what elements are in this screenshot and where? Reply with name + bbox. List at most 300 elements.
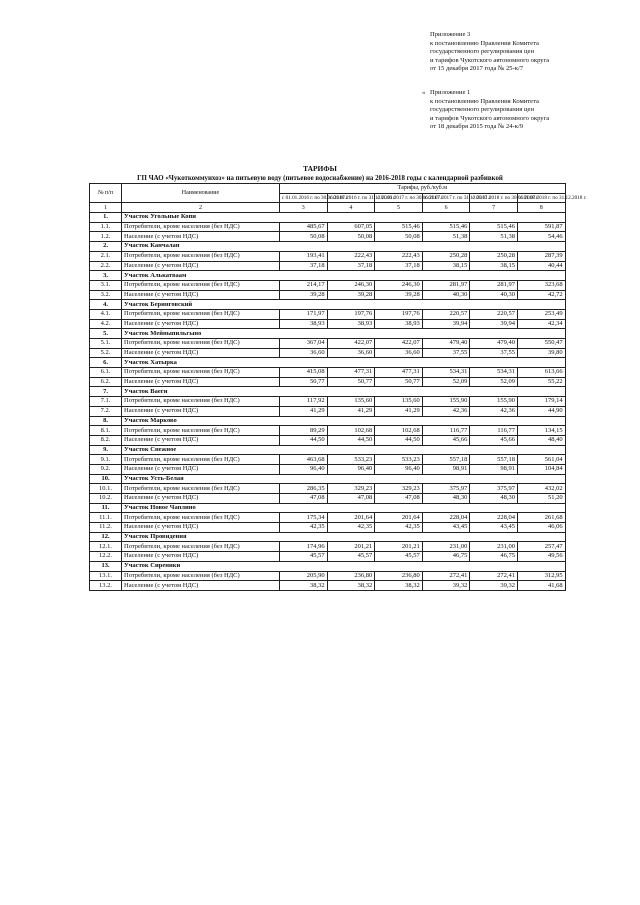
tariff-value: 39,28: [375, 290, 423, 300]
section-name: Участок Усть-Белая: [122, 474, 566, 484]
row-name: Население (с учетом НДС): [122, 406, 280, 416]
tariff-value: 323,68: [517, 280, 565, 290]
table-row: [90, 484, 566, 494]
section-number: 7.: [90, 387, 122, 397]
row-name: Население (с учетом НДС): [122, 348, 280, 358]
tariff-value: 46,75: [422, 552, 470, 562]
tariff-value: 37,55: [422, 348, 470, 358]
column-index: 1: [90, 203, 122, 213]
table-row: [90, 542, 566, 552]
tariff-value: 228,04: [422, 513, 470, 523]
row-name: Население (с учетом НДС): [122, 435, 280, 445]
tariff-value: 40,30: [422, 290, 470, 300]
tariff-value: 38,93: [375, 319, 423, 329]
tariff-value: 329,23: [375, 484, 423, 494]
tariff-value: 54,46: [517, 232, 565, 242]
row-name: Потребители, кроме населения (без НДС): [122, 455, 280, 465]
tariff-value: 39,94: [422, 319, 470, 329]
tariff-value: 47,08: [327, 494, 375, 504]
tariff-value: 515,46: [422, 222, 470, 232]
tariff-value: 375,97: [470, 484, 518, 494]
tariff-value: 37,55: [470, 348, 518, 358]
tariff-value: 42,36: [422, 406, 470, 416]
header-tariff-group: Тарифы, руб./куб.м: [280, 184, 566, 194]
table-row: [90, 290, 566, 300]
tariff-value: 50,77: [327, 377, 375, 387]
row-name: Потребители, кроме населения (без НДС): [122, 309, 280, 319]
row-name: Потребители, кроме населения (без НДС): [122, 251, 280, 261]
row-number: 11.1.: [90, 513, 122, 523]
section-name: Участок Угольные Копи: [122, 213, 566, 223]
table-row: [90, 280, 566, 290]
tariff-value: 44,50: [375, 435, 423, 445]
tariff-value: 155,90: [422, 397, 470, 407]
tariff-value: 261,68: [517, 513, 565, 523]
table-row: [90, 426, 566, 436]
tariff-value: 561,04: [517, 455, 565, 465]
tariff-value: 40,30: [470, 290, 518, 300]
tariff-value: 367,04: [280, 339, 328, 349]
tariff-value: 43,45: [422, 523, 470, 533]
tariff-value: 37,18: [375, 261, 423, 271]
tariff-value: 42,35: [327, 523, 375, 533]
tariff-value: 117,92: [280, 397, 328, 407]
row-number: 7.1.: [90, 397, 122, 407]
tariff-value: 39,32: [470, 581, 518, 591]
column-index: 2: [122, 203, 280, 213]
tariff-value: 38,32: [327, 581, 375, 591]
section-number: 11.: [90, 503, 122, 513]
tariff-value: 52,09: [422, 377, 470, 387]
column-index: 8: [517, 203, 565, 213]
tariff-value: 220,57: [422, 309, 470, 319]
tariff-value: 591,87: [517, 222, 565, 232]
tariff-value: 45,57: [375, 552, 423, 562]
tariff-value: 50,77: [375, 377, 423, 387]
row-number: 12.1.: [90, 542, 122, 552]
section-number: 6.: [90, 358, 122, 368]
tariff-value: 45,57: [327, 552, 375, 562]
tariff-value: 39,32: [422, 581, 470, 591]
tariff-value: 197,76: [375, 309, 423, 319]
section-name: Участок Сиреники: [122, 561, 566, 571]
tariff-value: 38,32: [280, 581, 328, 591]
tariff-value: 175,34: [280, 513, 328, 523]
column-index: 4: [327, 203, 375, 213]
row-number: 5.1.: [90, 339, 122, 349]
tariff-value: 534,31: [422, 368, 470, 378]
tariff-value: 257,47: [517, 542, 565, 552]
table-body: [90, 213, 566, 591]
section-row: [90, 271, 566, 281]
section-name: Участок Мейныпильгыно: [122, 329, 566, 339]
section-row: [90, 358, 566, 368]
row-number: 7.2.: [90, 406, 122, 416]
tariff-value: 46,75: [470, 552, 518, 562]
row-number: 8.2.: [90, 435, 122, 445]
row-name: Население (с учетом НДС): [122, 377, 280, 387]
tariff-value: 40,44: [517, 261, 565, 271]
section-number: 5.: [90, 329, 122, 339]
section-name: Участок Новое Чаплино: [122, 503, 566, 513]
tariff-value: 41,29: [280, 406, 328, 416]
table-row: [90, 464, 566, 474]
tariff-value: 479,40: [470, 339, 518, 349]
document-subtitle: ГП ЧАО «Чукоткоммунхоз» на питьевую воду (питьевое водоснабжение) на 2016-2018 годы с календарной разбивкой: [137, 175, 503, 182]
section-name: Участок Алькатваам: [122, 271, 566, 281]
tariff-value: 463,68: [280, 455, 328, 465]
tariff-value: 48,40: [517, 435, 565, 445]
section-row: [90, 474, 566, 484]
table-row: [90, 494, 566, 504]
tariff-value: 375,97: [422, 484, 470, 494]
header-period: с 01.07.2018 г. по 31.12.2018 г.: [517, 193, 565, 203]
tariff-value: 38,93: [327, 319, 375, 329]
table-row: [90, 455, 566, 465]
row-number: 9.2.: [90, 464, 122, 474]
row-number: 10.2.: [90, 494, 122, 504]
appendix-line: Приложение 3: [430, 31, 471, 38]
row-name: Потребители, кроме населения (без НДС): [122, 280, 280, 290]
row-name: Потребители, кроме населения (без НДС): [122, 397, 280, 407]
section-name: Участок Хатырка: [122, 358, 566, 368]
tariffs-table: [89, 183, 587, 591]
tariff-value: 39,28: [280, 290, 328, 300]
section-name: Участок Беринговский: [122, 300, 566, 310]
tariff-value: 36,60: [327, 348, 375, 358]
tariff-value: 214,17: [280, 280, 328, 290]
tariff-value: 205,90: [280, 571, 328, 581]
tariff-value: 44,50: [280, 435, 328, 445]
header-period: с 01.01.2016 г. по 30.06.2016 г.: [280, 193, 328, 203]
row-number: 4.1.: [90, 309, 122, 319]
tariff-value: 49,56: [517, 552, 565, 562]
tariff-value: 220,57: [470, 309, 518, 319]
column-index: 7: [470, 203, 518, 213]
appendix-line: от 15 декабря 2017 года № 25-к/7: [430, 65, 524, 72]
tariff-value: 96,40: [280, 464, 328, 474]
tariff-value: 102,68: [327, 426, 375, 436]
tariff-value: 41,68: [517, 581, 565, 591]
header-period: с 01.07.2016 г. по 31.12.2016 г.: [327, 193, 375, 203]
tariff-value: 102,68: [375, 426, 423, 436]
row-name: Потребители, кроме населения (без НДС): [122, 339, 280, 349]
row-number: 5.2.: [90, 348, 122, 358]
row-name: Население (с учетом НДС): [122, 464, 280, 474]
row-number: 6.2.: [90, 377, 122, 387]
table-row: [90, 513, 566, 523]
section-row: [90, 213, 566, 223]
tariff-value: 236,80: [327, 571, 375, 581]
tariff-value: 38,15: [470, 261, 518, 271]
tariff-value: 607,05: [327, 222, 375, 232]
tariff-value: 515,46: [470, 222, 518, 232]
tariff-value: 42,36: [470, 406, 518, 416]
column-index-row: [90, 203, 566, 213]
section-row: [90, 329, 566, 339]
row-name: Потребители, кроме населения (без НДС): [122, 484, 280, 494]
table-row: [90, 319, 566, 329]
tariff-value: 41,29: [327, 406, 375, 416]
tariff-value: 134,15: [517, 426, 565, 436]
tariff-value: 47,08: [375, 494, 423, 504]
table-row: [90, 348, 566, 358]
tariff-value: 534,31: [470, 368, 518, 378]
tariff-value: 51,38: [470, 232, 518, 242]
tariff-value: 43,45: [470, 523, 518, 533]
row-name: Население (с учетом НДС): [122, 494, 280, 504]
row-number: 13.2.: [90, 581, 122, 591]
tariff-value: 250,28: [470, 251, 518, 261]
appendix-block-1: [430, 31, 635, 74]
section-row: [90, 503, 566, 513]
tariff-value: 432,02: [517, 484, 565, 494]
tariff-value: 613,66: [517, 368, 565, 378]
row-number: 11.2.: [90, 523, 122, 533]
tariff-value: 38,93: [280, 319, 328, 329]
tariff-value: 42,35: [280, 523, 328, 533]
tariff-value: 557,18: [422, 455, 470, 465]
tariff-value: 55,22: [517, 377, 565, 387]
table-row: [90, 523, 566, 533]
row-number: 8.1.: [90, 426, 122, 436]
row-name: Потребители, кроме населения (без НДС): [122, 542, 280, 552]
tariff-value: 42,72: [517, 290, 565, 300]
table-row: [90, 339, 566, 349]
appendix-block-2: [422, 89, 635, 132]
tariff-value: 36,60: [375, 348, 423, 358]
table-row: [90, 571, 566, 581]
section-row: [90, 387, 566, 397]
row-name: Население (с учетом НДС): [122, 261, 280, 271]
row-number: 3.1.: [90, 280, 122, 290]
header-name: Наименование: [122, 184, 280, 203]
row-name: Население (с учетом НДС): [122, 319, 280, 329]
tariff-value: 485,67: [280, 222, 328, 232]
row-name: Население (с учетом НДС): [122, 523, 280, 533]
tariff-value: 222,43: [327, 251, 375, 261]
table-row: [90, 406, 566, 416]
row-name: Потребители, кроме населения (без НДС): [122, 426, 280, 436]
tariff-value: 231,00: [422, 542, 470, 552]
section-row: [90, 416, 566, 426]
tariff-value: 228,04: [470, 513, 518, 523]
section-row: [90, 532, 566, 542]
tariff-value: 135,60: [327, 397, 375, 407]
row-number: 12.2.: [90, 552, 122, 562]
row-name: Население (с учетом НДС): [122, 581, 280, 591]
tariff-value: 51,38: [422, 232, 470, 242]
tariff-value: 89,29: [280, 426, 328, 436]
tariff-value: 36,60: [280, 348, 328, 358]
appendix-line: Приложение 1: [430, 89, 471, 96]
appendix-line: государственного регулирования цен: [430, 48, 534, 55]
tariff-value: 51,20: [517, 494, 565, 504]
section-number: 2.: [90, 242, 122, 252]
tariff-value: 48,30: [470, 494, 518, 504]
tariff-value: 201,21: [375, 542, 423, 552]
header-num: № п/п: [90, 184, 122, 203]
table-row: [90, 232, 566, 242]
section-number: 4.: [90, 300, 122, 310]
row-number: 4.2.: [90, 319, 122, 329]
tariff-value: 52,09: [470, 377, 518, 387]
tariff-value: 197,76: [327, 309, 375, 319]
tariff-value: 96,40: [375, 464, 423, 474]
tariff-value: 201,64: [327, 513, 375, 523]
column-index: 6: [422, 203, 470, 213]
header-period: с 01.01.2017 г. по 30.06.2017 г.: [375, 193, 423, 203]
tariff-value: 48,30: [422, 494, 470, 504]
tariff-value: 201,64: [375, 513, 423, 523]
table-row: [90, 222, 566, 232]
table-row: [90, 251, 566, 261]
tariff-value: 479,40: [422, 339, 470, 349]
tariff-value: 557,18: [470, 455, 518, 465]
tariff-value: 422,07: [327, 339, 375, 349]
tariff-value: 37,18: [280, 261, 328, 271]
row-number: 2.2.: [90, 261, 122, 271]
tariff-value: 533,23: [375, 455, 423, 465]
tariff-value: 45,66: [422, 435, 470, 445]
row-number: 3.2.: [90, 290, 122, 300]
tariff-value: 45,57: [280, 552, 328, 562]
tariff-value: 37,18: [327, 261, 375, 271]
table-row: [90, 435, 566, 445]
section-row: [90, 445, 566, 455]
tariff-value: 50,08: [327, 232, 375, 242]
tariff-value: 42,35: [375, 523, 423, 533]
appendix-line: и тарифов Чукотского автономного округа: [430, 56, 550, 64]
appendix-line: от 18 декабря 2015 года № 24-к/9: [430, 123, 524, 130]
tariff-value: 272,41: [470, 571, 518, 581]
row-name: Потребители, кроме населения (без НДС): [122, 513, 280, 523]
column-index: 5: [375, 203, 423, 213]
table-row: [90, 397, 566, 407]
section-number: 12.: [90, 532, 122, 542]
tariff-value: 246,30: [375, 280, 423, 290]
section-name: Участок Ваеги: [122, 387, 566, 397]
tariff-value: 287,39: [517, 251, 565, 261]
tariff-value: 104,84: [517, 464, 565, 474]
tariff-value: 135,60: [375, 397, 423, 407]
tariff-value: 250,28: [422, 251, 470, 261]
tariff-value: 174,96: [280, 542, 328, 552]
section-number: 3.: [90, 271, 122, 281]
tariff-value: 46,06: [517, 523, 565, 533]
column-index: 3: [280, 203, 328, 213]
row-number: 10.1.: [90, 484, 122, 494]
table-row: [90, 581, 566, 591]
row-number: 6.1.: [90, 368, 122, 378]
row-name: Население (с учетом НДС): [122, 552, 280, 562]
tariff-value: 550,47: [517, 339, 565, 349]
tariff-value: 50,08: [280, 232, 328, 242]
tariff-value: 38,15: [422, 261, 470, 271]
quote-mark: «: [422, 89, 426, 96]
appendix-line: к постановлению Правления Комитета: [430, 39, 539, 47]
tariff-value: 39,80: [517, 348, 565, 358]
section-number: 10.: [90, 474, 122, 484]
appendix-line: и тарифов Чукотского автономного округа: [430, 114, 550, 122]
tariff-value: 116,77: [422, 426, 470, 436]
row-name: Потребители, кроме населения (без НДС): [122, 222, 280, 232]
section-number: 9.: [90, 445, 122, 455]
tariff-value: 96,40: [327, 464, 375, 474]
tariff-value: 329,23: [327, 484, 375, 494]
tariff-value: 286,35: [280, 484, 328, 494]
section-row: [90, 242, 566, 252]
table-row: [90, 261, 566, 271]
tariff-value: 477,31: [375, 368, 423, 378]
row-name: Население (с учетом НДС): [122, 232, 280, 242]
appendix-line: государственного регулирования цен: [430, 106, 534, 113]
row-number: 9.1.: [90, 455, 122, 465]
header-period: с 01.01.2018 г. по 30.06.2018 г.: [470, 193, 518, 203]
tariff-value: 415,08: [280, 368, 328, 378]
section-name: Участок Канчалан: [122, 242, 566, 252]
tariff-value: 246,30: [327, 280, 375, 290]
table-row: [90, 309, 566, 319]
tariff-value: 44,90: [517, 406, 565, 416]
tariff-value: 515,46: [375, 222, 423, 232]
tariff-value: 50,08: [375, 232, 423, 242]
tariff-value: 41,29: [375, 406, 423, 416]
table-row: [90, 368, 566, 378]
tariff-value: 42,34: [517, 319, 565, 329]
tariff-value: 47,08: [280, 494, 328, 504]
tariff-value: 477,31: [327, 368, 375, 378]
section-number: 1.: [90, 213, 122, 223]
tariff-value: 50,77: [280, 377, 328, 387]
row-number: 2.1.: [90, 251, 122, 261]
row-number: 1.2.: [90, 232, 122, 242]
tariff-value: 222,43: [375, 251, 423, 261]
tariff-value: 422,07: [375, 339, 423, 349]
row-name: Население (с учетом НДС): [122, 290, 280, 300]
tariff-value: 236,80: [375, 571, 423, 581]
tariff-value: 116,77: [470, 426, 518, 436]
tariff-value: 98,91: [422, 464, 470, 474]
tariff-value: 281,97: [470, 280, 518, 290]
tariff-value: 44,50: [327, 435, 375, 445]
tariff-value: 38,32: [375, 581, 423, 591]
tariff-value: 39,28: [327, 290, 375, 300]
row-number: 1.1.: [90, 222, 122, 232]
table-row: [90, 377, 566, 387]
tariff-value: 155,90: [470, 397, 518, 407]
tariff-value: 253,49: [517, 309, 565, 319]
appendix-line: к постановлению Правления Комитета: [430, 97, 539, 105]
section-row: [90, 300, 566, 310]
table-row: [90, 552, 566, 562]
tariff-value: 98,91: [470, 464, 518, 474]
row-name: Потребители, кроме населения (без НДС): [122, 368, 280, 378]
tariff-value: 39,94: [470, 319, 518, 329]
tariff-value: 281,97: [422, 280, 470, 290]
tariff-value: 231,00: [470, 542, 518, 552]
section-name: Участок Снежное: [122, 445, 566, 455]
section-row: [90, 561, 566, 571]
tariff-value: 312,95: [517, 571, 565, 581]
tariff-value: 45,66: [470, 435, 518, 445]
header-period: с 01.07.2017 г. по 31.12.2017 г.: [422, 193, 470, 203]
row-name: Потребители, кроме населения (без НДС): [122, 571, 280, 581]
section-number: 8.: [90, 416, 122, 426]
section-number: 13.: [90, 561, 122, 571]
section-name: Участок Провидения: [122, 532, 566, 542]
section-name: Участок Марково: [122, 416, 566, 426]
